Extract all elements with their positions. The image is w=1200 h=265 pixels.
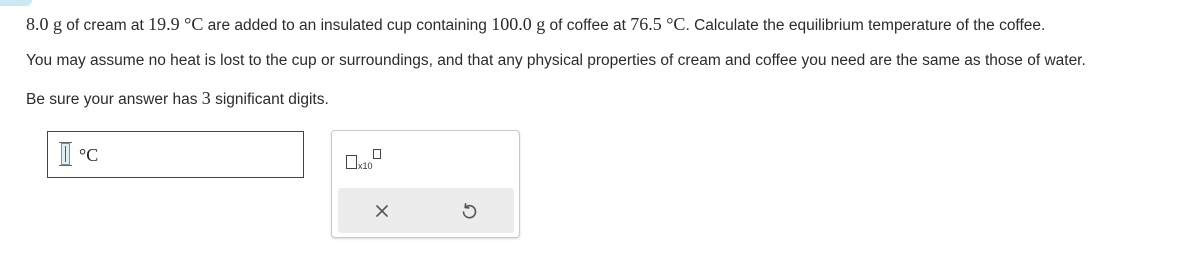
- answer-input-field[interactable]: [61, 143, 70, 165]
- line1-segment: 8.0: [26, 14, 49, 34]
- clear-button[interactable]: [369, 198, 395, 224]
- line1-segment: g: [48, 14, 62, 34]
- line1-segment: 76.5: [630, 14, 662, 34]
- undo-icon: [456, 198, 482, 224]
- question-line-2: You may assume no heat is lost to the cup or surroundings, and that any physical properties of cream and coffee you need are the same as those of water.: [26, 52, 1086, 69]
- answer-unit: °C: [79, 145, 99, 165]
- line3-segment: Be sure your answer has: [26, 91, 202, 108]
- close-icon: [369, 198, 395, 224]
- line1-segment: g: [531, 14, 546, 34]
- line1-segment: 19.9: [148, 14, 180, 34]
- line1-segment: 100.0: [491, 14, 532, 34]
- line1-segment: °C: [179, 14, 204, 34]
- question-line-3: [26, 88, 329, 109]
- math-keypad: [331, 130, 520, 238]
- answer-input-box[interactable]: [47, 131, 304, 178]
- line1-segment: of coffee at: [545, 17, 631, 34]
- text-cursor: [65, 146, 66, 162]
- line1-segment: of cream at: [62, 17, 149, 34]
- question-line-1: [26, 14, 1045, 35]
- mantissa-box-icon: [346, 155, 357, 169]
- line1-segment: . Calculate the equilibrium temperature of the coffee.: [685, 17, 1046, 34]
- scientific-notation-button[interactable]: [346, 149, 382, 173]
- corner-tab: [0, 0, 32, 6]
- line1-segment: are added to an insulated cup containing: [203, 17, 492, 34]
- keypad-action-bar: [338, 188, 514, 233]
- undo-button[interactable]: [456, 198, 482, 224]
- exponent-box-icon: [373, 149, 381, 159]
- line3-segment: 3: [201, 88, 211, 108]
- line3-segment: significant digits.: [210, 91, 329, 108]
- x10-label: x10: [358, 161, 373, 171]
- line1-segment: °C: [661, 14, 686, 34]
